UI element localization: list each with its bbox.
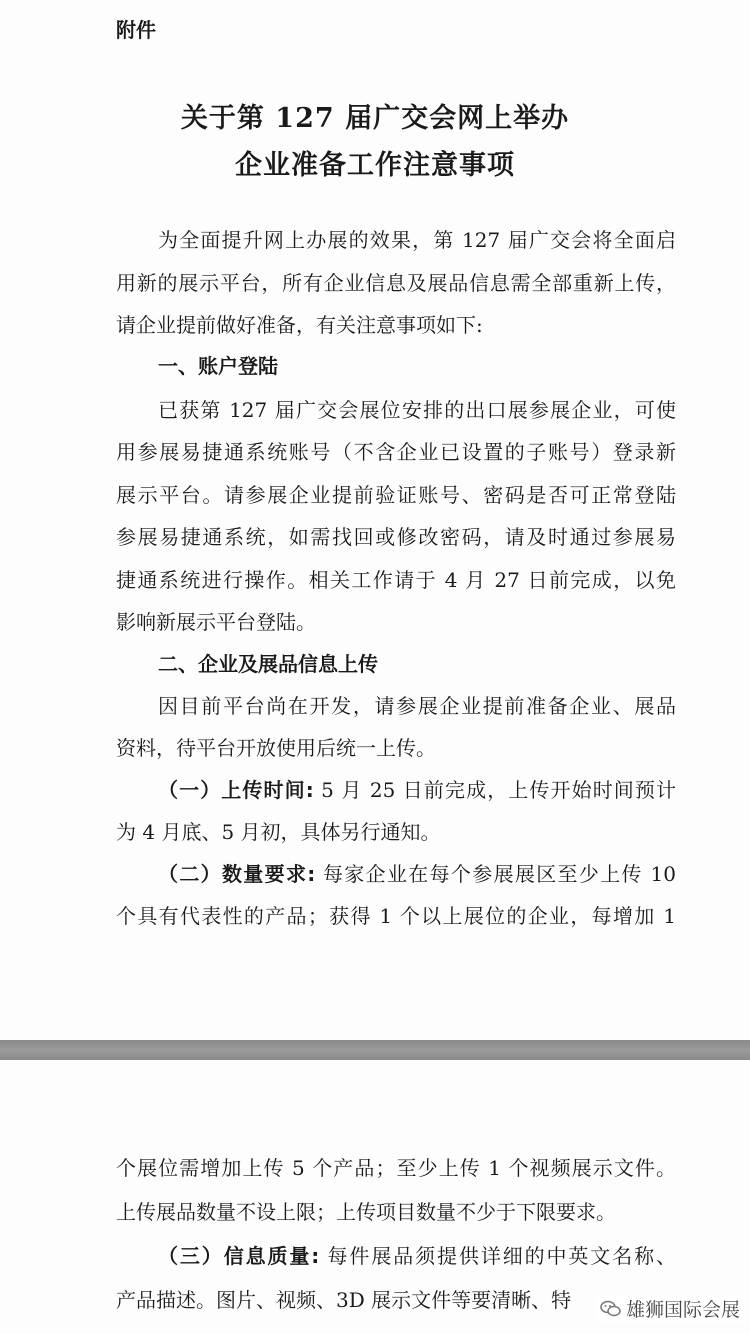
attachment-label: 附件 — [116, 18, 156, 42]
item-text: 5 月 25 日前完成，上传开始时间预计 — [313, 778, 676, 802]
page-divider — [0, 1040, 750, 1060]
item-label: （一）上传时间: — [158, 778, 314, 802]
item-label: （三）信息质量: — [158, 1244, 320, 1268]
paragraph-line: 用参展易捷通系统账号（不含企业已设置的子账号）登录新 — [116, 440, 676, 464]
paragraph-line: 个具有代表性的产品；获得 1 个以上展位的企业，每增加 1 — [116, 904, 676, 928]
item-quantity — [158, 860, 676, 888]
paragraph-line: 影响新展示平台登陆。 — [116, 610, 316, 634]
item-text: 每家企业在每个参展展区至少上传 10 — [315, 862, 676, 886]
item-label: （二）数量要求: — [158, 862, 316, 886]
paragraph-line: 个展位需增加上传 5 个产品；至少上传 1 个视频展示文件。 — [116, 1156, 676, 1180]
section-heading-upload: 二、企业及展品信息上传 — [158, 652, 378, 676]
paragraph-line: 资料，待平台开放使用后统一上传。 — [116, 736, 436, 760]
section-heading-account: 一、账户登陆 — [158, 354, 278, 378]
paragraph-line: 参展易捷通系统，如需找回或修改密码，请及时通过参展易 — [116, 525, 676, 549]
paragraph-line: 产品描述。图片、视频、3D 展示文件等要清晰、特 — [116, 1288, 572, 1312]
wechat-icon — [600, 1300, 622, 1318]
document-page-2 — [0, 1060, 750, 1334]
intro-line: 为全面提升网上办展的效果，第 127 届广交会将全面启 — [158, 228, 676, 252]
item-quality — [158, 1242, 676, 1270]
paragraph-line: 为 4 月底、5 月初，具体另行通知。 — [116, 820, 441, 844]
watermark-text: 雄狮国际会展 — [626, 1299, 741, 1321]
paragraph-line: 上传展品数量不设上限；上传项目数量不少于下限要求。 — [116, 1200, 616, 1224]
document-title-line-1: 关于第 127 届广交会网上举办 — [180, 103, 570, 134]
item-text: 每件展品须提供详细的中英文名称、 — [319, 1244, 676, 1268]
intro-line: 请企业提前做好准备，有关注意事项如下: — [116, 313, 483, 337]
item-upload-time — [158, 776, 676, 804]
paragraph-line: 展示平台。请参展企业提前验证账号、密码是否可正常登陆 — [116, 483, 676, 507]
intro-line: 用新的展示平台，所有企业信息及展品信息需全部重新上传， — [116, 271, 676, 295]
document-title-line-2: 企业准备工作注意事项 — [235, 150, 515, 181]
paragraph-line: 已获第 127 届广交会展位安排的出口展参展企业，可使 — [158, 398, 676, 422]
paragraph-line: 捷通系统进行操作。相关工作请于 4 月 27 日前完成，以免 — [116, 568, 676, 592]
watermark — [596, 1295, 744, 1322]
paragraph-line: 因目前平台尚在开发，请参展企业提前准备企业、展品 — [158, 694, 676, 718]
